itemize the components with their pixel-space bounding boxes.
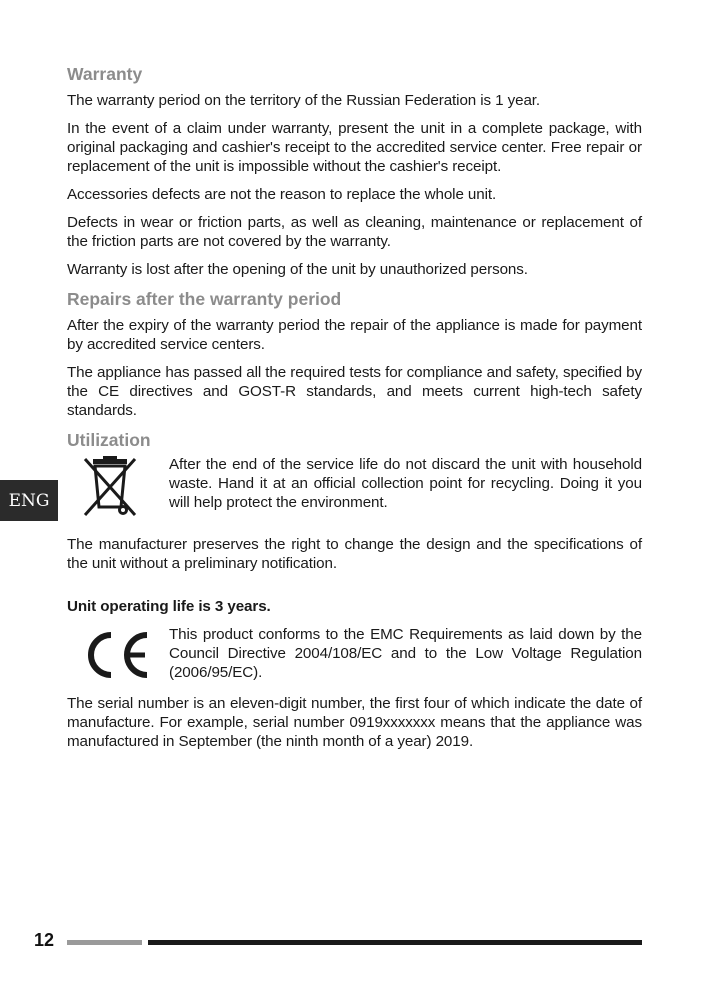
utilization-text: After the end of the service life do not discard the unit with household waste. Hand it at an official collection point for recycling. Doing it you will help protect the environment. bbox=[169, 456, 642, 511]
footer-rule-black bbox=[148, 940, 642, 945]
ce-mark-icon bbox=[79, 629, 151, 681]
utilization-heading: Utilization bbox=[67, 430, 151, 450]
warranty-heading: Warranty bbox=[67, 64, 143, 84]
page-content bbox=[67, 63, 642, 760]
operating-life: Unit operating life is 3 years. bbox=[67, 598, 271, 615]
utilization-block bbox=[67, 455, 642, 521]
warranty-paragraph-3: Accessories defects are not the reason to replace the whole unit. bbox=[67, 186, 497, 203]
warranty-paragraph-2: In the event of a claim under warranty, present the unit in a complete package, with original packaging and cashier's receipt to the accredited service center. Free repair or replacement of the unit is impossible without the cashier's receipt. bbox=[67, 120, 642, 175]
repairs-paragraph-2: The appliance has passed all the required tests for compliance and safety, specified by the CE directives and GOST-R standards, and meets current high-tech safety standards. bbox=[67, 364, 642, 419]
footer-rule-grey bbox=[67, 940, 142, 945]
warranty-paragraph-1: The warranty period on the territory of the Russian Federation is 1 year. bbox=[67, 92, 541, 109]
manufacturer-note: The manufacturer preserves the right to change the design and the specifications of the unit without a preliminary notification. bbox=[67, 536, 642, 572]
warranty-paragraph-5: Warranty is lost after the opening of the unit by unauthorized persons. bbox=[67, 261, 528, 278]
repairs-paragraph-1: After the expiry of the warranty period the repair of the appliance is made for payment by accredited service centers. bbox=[67, 317, 642, 353]
language-tab: ENG bbox=[0, 480, 58, 521]
ce-block bbox=[67, 625, 642, 686]
repairs-heading: Repairs after the warranty period bbox=[67, 289, 342, 309]
serial-note: The serial number is an eleven-digit number, the first four of which indicate the date of manufacture. For example, serial number 0919xxxxxxx means that the appliance was manufactured in September (the ninth month of a year) 2019. bbox=[67, 695, 642, 750]
ce-text: This product conforms to the EMC Requirements as laid down by the Council Directive 2004/108/EC and to the Low Voltage Regulation (2006/95/EC). bbox=[169, 626, 642, 681]
page-number: 12 bbox=[34, 930, 55, 950]
crossed-out-wheelie-bin-icon bbox=[79, 455, 141, 521]
warranty-paragraph-4: Defects in wear or friction parts, as well as cleaning, maintenance or replacement of the friction parts are not covered by the warranty. bbox=[67, 214, 642, 250]
